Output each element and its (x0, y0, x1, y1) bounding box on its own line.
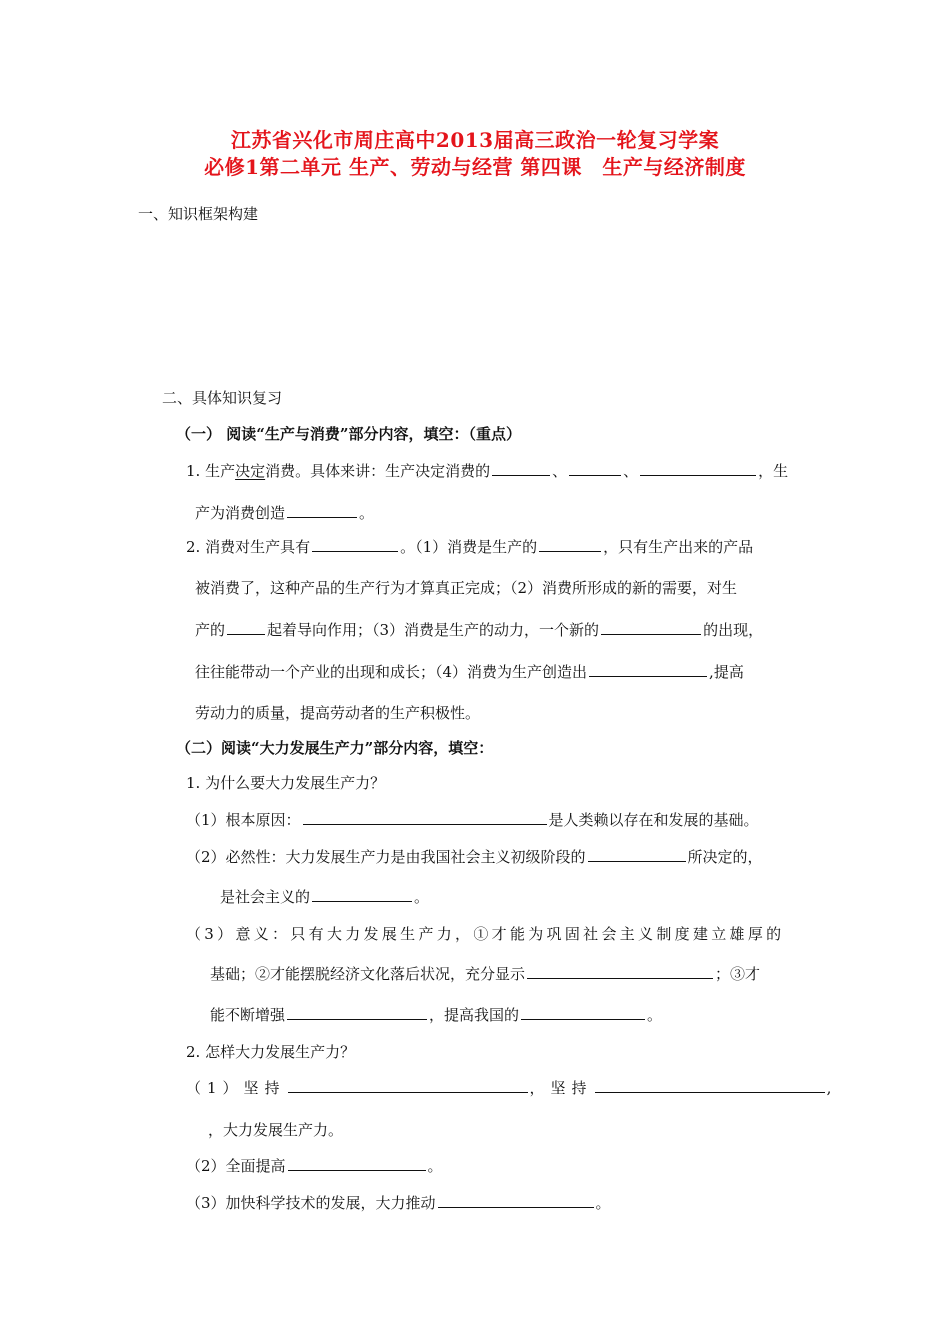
question-2-1-line-2: ，大力发展生产力。 (208, 1121, 344, 1139)
fill-blank[interactable] (312, 537, 398, 552)
section-heading-review: 二、具体知识复习 (162, 389, 283, 407)
question-1-1: （1）根本原因： 是人类赖以存在和发展的基础。 (186, 811, 759, 829)
fill-blank[interactable] (312, 887, 412, 902)
fill-blank[interactable] (640, 461, 756, 476)
question-1: 1. 为什么要大力发展生产力？ (186, 774, 386, 792)
item-1-line-2: 产为消费创造 。 (195, 504, 375, 522)
document-subtitle: 必修1第二单元 生产、劳动与经营 第四课 生产与经济制度 (204, 155, 746, 179)
fill-blank[interactable] (303, 810, 547, 825)
document-title: 江苏省兴化市周庄高中2013届高三政治一轮复习学案 (230, 128, 720, 152)
part-heading-production-consumption: （一） 阅读“生产与消费”部分内容，填空：（重点） (176, 425, 521, 443)
fill-blank[interactable] (588, 847, 686, 862)
item-1-line-1: 1. 生产决定消费。具体来讲：生产决定消费的 、 、 ，生 (186, 462, 789, 480)
section-heading-framework: 一、知识框架构建 (138, 205, 259, 223)
question-1-3-line-2: 基础；②才能摆脱经济文化落后状况，充分显示 ；③才 (210, 965, 761, 983)
item-2-line-1: 2. 消费对生产具有 。（1）消费是生产的 ，只有生产出来的产品 (186, 538, 754, 556)
fill-blank[interactable] (589, 662, 707, 677)
fill-blank[interactable] (438, 1193, 594, 1208)
fill-blank[interactable] (601, 620, 701, 635)
item-2-line-2: 被消费了，这种产品的生产行为才算真正完成；（2）消费所形成的新的需要，对生 (195, 579, 738, 597)
fill-blank[interactable] (539, 537, 601, 552)
question-1-3-line-3: 能不断增强 ，提高我国的 。 (210, 1006, 663, 1024)
fill-blank[interactable] (595, 1078, 825, 1093)
fill-blank[interactable] (288, 1156, 426, 1171)
question-2-2: （2）全面提高 。 (186, 1157, 443, 1175)
question-1-2-line-2: 是社会主义的 。 (220, 888, 430, 906)
item-2-line-4: 往往能带动一个产业的出现和成长；（4）消费为生产创造出 ,提高 (195, 663, 744, 681)
question-2: 2. 怎样大力发展生产力？ (186, 1043, 356, 1061)
fill-blank[interactable] (492, 461, 550, 476)
fill-blank[interactable] (527, 964, 713, 979)
fill-blank[interactable] (569, 461, 621, 476)
fill-blank[interactable] (287, 503, 357, 518)
question-1-2-line-1: （2）必然性：大力发展生产力是由我国社会主义初级阶段的 所决定的， (186, 848, 763, 866)
part-heading-productivity: （二）阅读“大力发展生产力”部分内容，填空： (176, 739, 494, 757)
question-1-3-line-1: （3）意义：只有大力发展生产力，①才能为巩固社会主义制度建立雄厚的 (186, 925, 785, 943)
fill-blank[interactable] (521, 1005, 645, 1020)
fill-blank[interactable] (288, 1078, 528, 1093)
fill-blank[interactable] (287, 1005, 427, 1020)
underlined-word: 决定 (235, 462, 266, 480)
item-2-line-3: 产的 起着导向作用；（3）消费是生产的动力，一个新的 的出现， (195, 621, 764, 639)
question-2-1-line-1: （1）坚持 ，坚持 , (186, 1079, 832, 1097)
item-2-line-5: 劳动力的质量，提高劳动者的生产积极性。 (195, 704, 481, 722)
fill-blank[interactable] (227, 620, 265, 635)
question-2-3: （3）加快科学技术的发展，大力推动 。 (186, 1194, 611, 1212)
